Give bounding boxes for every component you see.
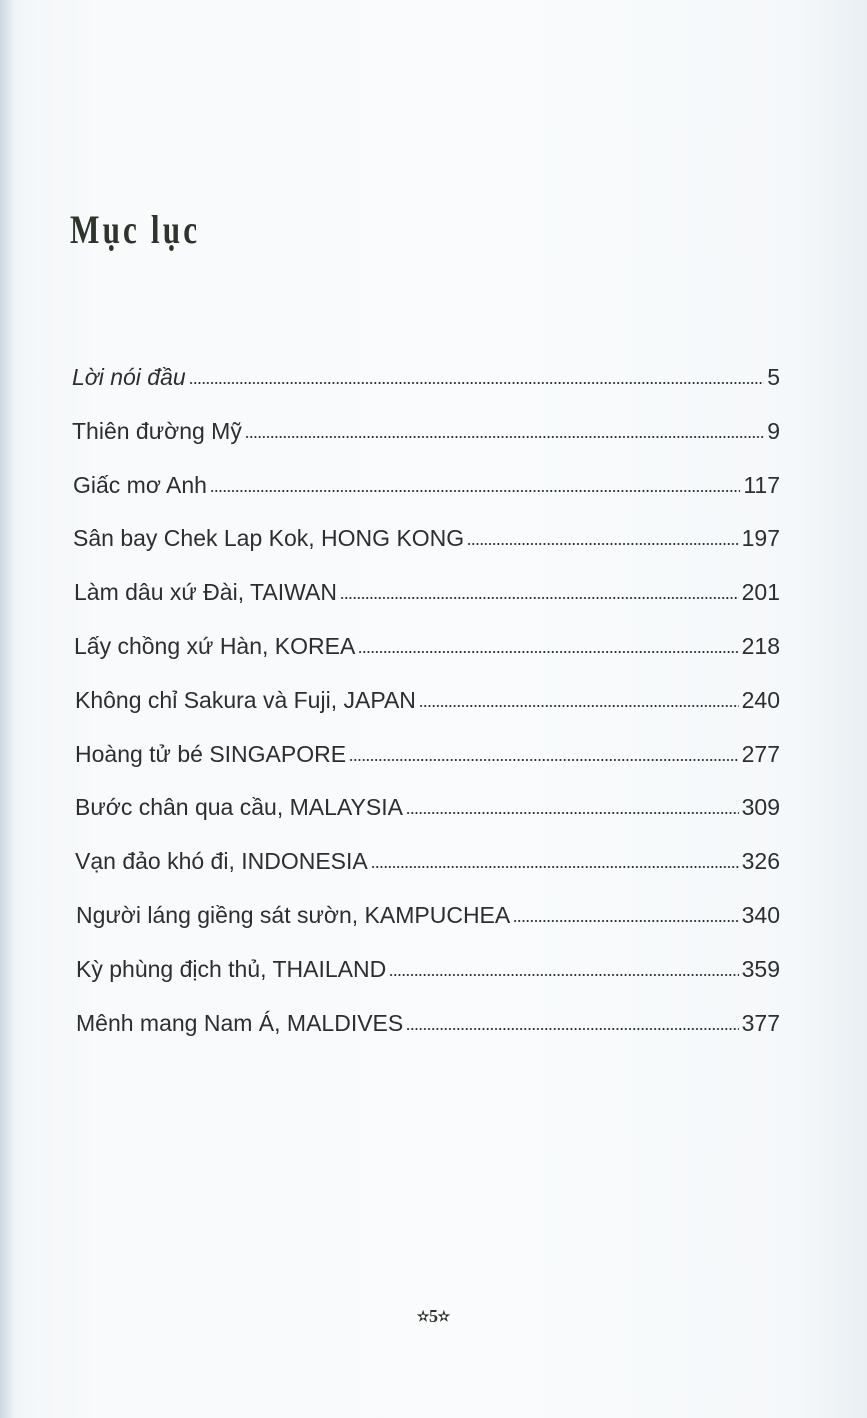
toc-entry-page: 9 (767, 417, 780, 444)
toc-entry (75, 741, 780, 795)
toc-entry (73, 472, 780, 526)
toc-entry-title: Thiên đường Mỹ (72, 417, 242, 444)
dot-leader (513, 920, 738, 922)
page-number (0, 1306, 867, 1327)
page-gutter-shadow (0, 0, 14, 1418)
toc-entry-page: 326 (741, 848, 780, 875)
toc-entry-page: 240 (741, 686, 780, 713)
toc-entry-title: Người láng giềng sát sườn, KAMPUCHEA (76, 901, 511, 928)
table-of-contents (70, 364, 780, 1063)
toc-entry (76, 902, 780, 956)
dot-leader (406, 1028, 738, 1030)
star-ornament-icon: ✫ (417, 1310, 429, 1325)
toc-entry-title: Vạn đảo khó đi, INDONESIA (75, 848, 368, 875)
dot-leader (340, 597, 739, 599)
toc-entry (76, 1010, 780, 1064)
toc-entry-title: Kỳ phùng địch thủ, THAILAND (76, 955, 387, 982)
toc-entry (76, 956, 780, 1010)
dot-leader (210, 490, 740, 492)
dot-leader (349, 759, 739, 761)
toc-entry (75, 848, 780, 902)
toc-entry (72, 364, 780, 418)
toc-entry-page: 117 (743, 471, 780, 498)
page-number-value: 5 (429, 1306, 438, 1326)
toc-entry-title: Làm dâu xứ Đài, TAIWAN (74, 579, 337, 606)
page-title: Mục lục (70, 207, 201, 252)
toc-entry-page: 218 (741, 632, 780, 659)
toc-entry (75, 794, 780, 848)
dot-leader (406, 812, 739, 814)
toc-entry-title: Lời nói đầu (72, 364, 186, 390)
toc-entry-page: 309 (741, 794, 780, 821)
toc-entry-page: 359 (741, 955, 780, 982)
toc-entry-title: Lấy chồng xứ Hàn, KOREA (74, 632, 356, 659)
toc-entry (75, 687, 780, 741)
dot-leader (245, 436, 764, 438)
dot-leader (371, 866, 739, 868)
toc-entry-title: Giấc mơ Anh (73, 471, 207, 498)
toc-entry-page: 377 (741, 1009, 780, 1036)
toc-entry (73, 525, 780, 579)
toc-entry-page: 277 (741, 740, 780, 767)
toc-entry-title: Không chỉ Sakura và Fuji, JAPAN (75, 686, 416, 713)
toc-entry (72, 418, 780, 472)
toc-entry-page: 340 (741, 901, 780, 928)
toc-entry-page: 201 (741, 579, 780, 606)
dot-leader (389, 974, 738, 976)
dot-leader (467, 543, 738, 545)
toc-entry-title: Bước chân qua cầu, MALAYSIA (75, 794, 403, 821)
dot-leader (419, 705, 739, 707)
toc-entry-title: Mênh mang Nam Á, MALDIVES (76, 1009, 404, 1036)
toc-entry (74, 579, 780, 633)
star-ornament-icon: ✫ (438, 1310, 450, 1325)
dot-leader (358, 651, 738, 653)
toc-entry-title: Sân bay Chek Lap Kok, HONG KONG (73, 525, 465, 552)
toc-entry-page: 197 (741, 525, 780, 552)
toc-entry (74, 633, 780, 687)
dot-leader (189, 382, 765, 384)
toc-entry-page: 5 (767, 364, 780, 390)
toc-entry-title: Hoàng tử bé SINGAPORE (75, 740, 347, 767)
